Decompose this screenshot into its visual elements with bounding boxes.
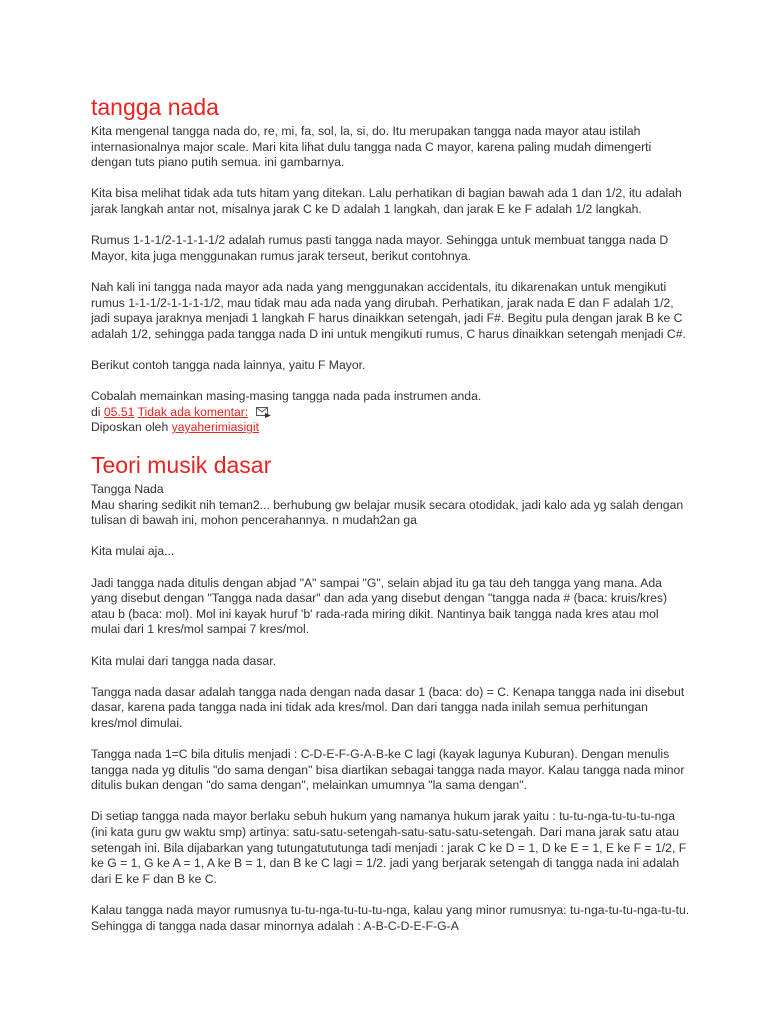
post-paragraph: Jadi tangga nada ditulis dengan abjad "A" sampai "G", selain abjad itu ga tau deh tangga yang mana. Ada yang disebut dengan "Tangga nada dasar" dan ada yang disebut dengan "tangga nada # (baca: kruis/kres) atau b (baca: mol). Mol ini kayak huruf 'b' rada-rada miring dikit. Nantinya baik tangga nada kres atau mol mulai dari 1 kres/mol sampai 7 kres/mol.: [91, 575, 668, 637]
post-footer: [91, 405, 691, 421]
post-paragraph: Kalau tangga nada mayor rumusnya tu-tu-nga-tu-tu-tu-nga, kalau yang minor rumusnya: tu-nga-tu-tu-nga-tu-tu. Sehingga di tangga nada dasar minornya adalah : A-B-C-D-E-F-G-A: [91, 903, 690, 933]
post-paragraph: Kita bisa melihat tidak ada tuts hitam yang ditekan. Lalu perhatikan di bagian bawah ada 1 dan 1/2, itu adalah jarak langkah antar not, misalnya jarak C ke D adalah 1 langkah, dan jarak E ke F adalah 1/2 langkah.: [91, 186, 682, 216]
post-paragraph: Di setiap tangga nada mayor berlaku sebuh hukum yang namanya hukum jarak yaitu : tu-tu-nga-tu-tu-tu-nga (ini kata guru gw waktu smp) artinya: satu-satu-setengah-satu-satu-satu-setengah. Dari mana jarak satu atau setengah ini. Bila dijabarkan yang tutungatututunga tadi menjadi : jarak C ke D = 1, D ke E = 1, E ke F = 1/2, F ke G = 1, G ke A = 1, A ke B = 1, dan B ke C lagi = 1/2. jadi yang berjarak setengah di tangga nada ini adalah dari E ke F dan B ke C.: [91, 809, 687, 886]
post-paragraph: Mau sharing sedikit nih teman2... berhubung gw belajar musik secara otodidak, jadi kalo ada yg salah dengan tulisan di bawah ini, mohon pencerahannya. n mudah2an ga: [91, 497, 684, 528]
post-title[interactable]: tangga nada: [91, 94, 219, 120]
post-paragraph: Tangga nada dasar adalah tangga nada dengan nada dasar 1 (baca: do) = C. Kenapa tangga nada ini disebut dasar, karena pada tangga nada ini tidak ada kres/mol. Dan dari tangga nada inilah semua perhitungan kres/mol dimulai.: [91, 684, 685, 730]
footer-di-label: di: [91, 404, 101, 419]
post-paragraph: Kita mengenal tangga nada do, re, mi, fa, sol, la, si, do. Itu merupakan tangga nada mayor atau istilah internasionalnya major scale. Mari kita lihat dulu tangga nada C mayor, karena paling mudah dimengerti dengan tuts piano putih semua. ini gambarnya.: [91, 124, 652, 170]
post-paragraph: Rumus 1-1-1/2-1-1-1-1/2 adalah rumus pasti tangga nada mayor. Sehingga untuk membuat tangga nada D Mayor, kita juga menggunakan rumus jarak terseut, berikut contohnya.: [91, 233, 669, 263]
post-paragraph: Cobalah memainkan masing-masing tangga nada pada instrumen anda.: [91, 389, 482, 404]
post-subtitle: Tangga Nada: [91, 482, 164, 496]
posted-by-label: Diposkan oleh: [91, 420, 169, 435]
post-paragraph: Kita mulai aja...: [91, 544, 175, 559]
blog-post: [91, 92, 691, 436]
blog-post: [91, 450, 691, 934]
author-link[interactable]: yayaherimiasigit: [171, 420, 260, 435]
post-title[interactable]: Teori musik dasar: [91, 452, 272, 478]
post-paragraph: Nah kali ini tangga nada mayor ada nada yang menggunakan accidentals, itu dikarenakan untuk mengikuti rumus 1-1-1/2-1-1-1-1/2, mau tidak mau ada nada yang dirubah. Perhatikan, jarak nada E dan F adalah 1/2, jadi supaya jaraknya menjadi 1 langkah F harus dinaikkan setengah, jadi F#. Begitu pula dengan jarak B ke C adalah 1/2, sehingga pada tangga nada D ini untuk mengikuti rumus, C harus dinaikkan setengah menjadi C#.: [91, 279, 686, 341]
post-paragraph: Kita mulai dari tangga nada dasar.: [91, 653, 276, 668]
post-byline: [91, 420, 691, 436]
mail-icon[interactable]: [256, 407, 271, 418]
comments-link[interactable]: Tidak ada komentar:: [137, 404, 249, 419]
post-time-link[interactable]: 05.51: [103, 404, 135, 419]
post-paragraph: Tangga nada 1=C bila ditulis menjadi : C-D-E-F-G-A-B-ke C lagi (kayak lagunya Kuburan). Dengan menulis tangga nada yg ditulis "do sama dengan" bisa diartikan sebagai tangga nada mayor. Kalau tangga nada minor ditulis bukan dengan "do sama dengan", melainkan umumnya "la sama dengan".: [91, 747, 685, 793]
post-paragraph: Berikut contoh tangga nada lainnya, yaitu F Mayor.: [91, 357, 366, 372]
